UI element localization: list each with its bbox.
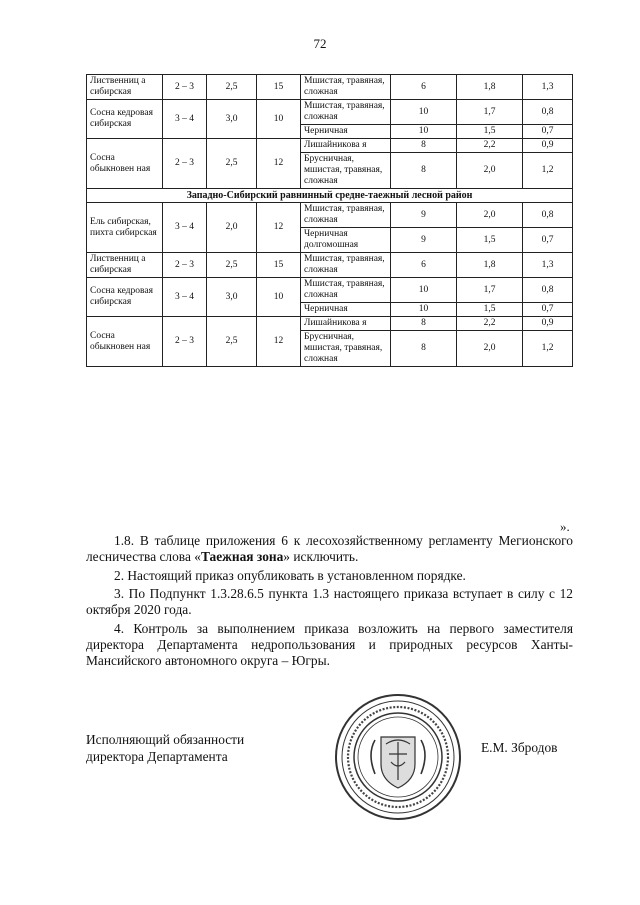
forest-type-cell: Черничная долгомошная bbox=[301, 228, 391, 253]
value-cell: 1,5 bbox=[457, 125, 523, 139]
value-cell: 1,8 bbox=[457, 253, 523, 278]
species-cell: Ель сибирская, пихта сибирская bbox=[87, 203, 163, 253]
value-cell: 1,8 bbox=[457, 75, 523, 100]
signature-title-line-1: Исполняющий обязанности bbox=[86, 732, 245, 747]
paragraph-4: 4. Контроль за выполнением приказа возложить на первого заместителя директора Департамента недропользования и природных ресурсов Ханты-Мансийского автономного округа – Югры. bbox=[86, 621, 573, 668]
table-section-bottom bbox=[87, 203, 573, 367]
value-cell: 2,0 bbox=[457, 153, 523, 189]
value-cell: 0,8 bbox=[523, 278, 573, 303]
age-cell: 2 – 3 bbox=[163, 253, 207, 278]
signature-title-line-2: директора Департамента bbox=[86, 749, 228, 764]
page-number: 72 bbox=[313, 36, 327, 51]
table-row bbox=[87, 317, 573, 331]
value-cell: 10 bbox=[257, 100, 301, 139]
value-cell: 2,0 bbox=[457, 203, 523, 228]
value-cell: 15 bbox=[257, 75, 301, 100]
seal-emblem bbox=[371, 737, 425, 788]
value-cell: 2,0 bbox=[457, 331, 523, 367]
species-cell: Сосна обыкновен ная bbox=[87, 139, 163, 189]
value-cell: 9 bbox=[391, 203, 457, 228]
forest-table bbox=[86, 74, 573, 367]
value-cell: 10 bbox=[391, 125, 457, 139]
value-cell: 3,0 bbox=[207, 100, 257, 139]
value-cell: 6 bbox=[391, 253, 457, 278]
species-cell: Сосна кедровая сибирская bbox=[87, 278, 163, 317]
region-row bbox=[87, 189, 573, 203]
value-cell: 15 bbox=[257, 253, 301, 278]
value-cell: 1,2 bbox=[523, 153, 573, 189]
age-cell: 3 – 4 bbox=[163, 100, 207, 139]
value-cell: 0,9 bbox=[523, 317, 573, 331]
table-row bbox=[87, 203, 573, 228]
value-cell: 8 bbox=[391, 153, 457, 189]
paragraph-1-8 bbox=[86, 533, 573, 565]
forest-type-cell: Лишайникова я bbox=[301, 139, 391, 153]
value-cell: 9 bbox=[391, 228, 457, 253]
age-cell: 2 – 3 bbox=[163, 139, 207, 189]
table-row bbox=[87, 75, 573, 100]
forest-type-cell: Черничная bbox=[301, 303, 391, 317]
forest-type-cell: Мшистая, травяная, сложная bbox=[301, 203, 391, 228]
region-header: Западно-Сибирский равнинный средне-таежный лесной район bbox=[87, 189, 573, 203]
age-cell: 3 – 4 bbox=[163, 203, 207, 253]
closing-quote: ». bbox=[560, 519, 570, 534]
value-cell: 0,7 bbox=[523, 303, 573, 317]
value-cell: 1,3 bbox=[523, 75, 573, 100]
paragraph-2: 2. Настоящий приказ опубликовать в установленном порядке. bbox=[114, 568, 466, 583]
table-row bbox=[87, 100, 573, 125]
forest-type-cell: Лишайникова я bbox=[301, 317, 391, 331]
value-cell: 0,8 bbox=[523, 203, 573, 228]
paragraph-3: 3. По Подпункт 1.3.28.6.5 пункта 1.3 настоящего приказа вступает в силу с 12 октября 2020 года. bbox=[86, 586, 573, 617]
value-cell: 12 bbox=[257, 317, 301, 367]
value-cell: 10 bbox=[391, 303, 457, 317]
value-cell: 2,0 bbox=[207, 203, 257, 253]
forest-type-cell: Мшистая, травяная, сложная bbox=[301, 278, 391, 303]
value-cell: 2,5 bbox=[207, 253, 257, 278]
value-cell: 1,7 bbox=[457, 278, 523, 303]
forest-type-cell: Мшистая, травяная, сложная bbox=[301, 253, 391, 278]
paragraph-1-8-bold: Таежная зона bbox=[200, 549, 284, 564]
value-cell: 2,5 bbox=[207, 75, 257, 100]
value-cell: 12 bbox=[257, 203, 301, 253]
value-cell: 1,3 bbox=[523, 253, 573, 278]
value-cell: 0,7 bbox=[523, 228, 573, 253]
value-cell: 10 bbox=[391, 278, 457, 303]
official-seal bbox=[331, 692, 465, 822]
value-cell: 2,2 bbox=[457, 317, 523, 331]
value-cell: 2,5 bbox=[207, 139, 257, 189]
value-cell: 8 bbox=[391, 139, 457, 153]
value-cell: 1,5 bbox=[457, 228, 523, 253]
table-row bbox=[87, 139, 573, 153]
value-cell: 2,2 bbox=[457, 139, 523, 153]
forest-type-cell: Мшистая, травяная, сложная bbox=[301, 75, 391, 100]
value-cell: 6 bbox=[391, 75, 457, 100]
value-cell: 2,5 bbox=[207, 317, 257, 367]
forest-type-cell: Брусничная, мшистая, травяная, сложная bbox=[301, 331, 391, 367]
value-cell: 0,8 bbox=[523, 100, 573, 125]
paragraph-1-8-start: 1.8. В таблице приложения 6 к лесохозяйственному регламенту Мегионского лесничества слова « bbox=[86, 533, 573, 564]
species-cell: Лиственниц а сибирская bbox=[87, 75, 163, 100]
signatory-name: Е.М. Збродов bbox=[481, 740, 558, 755]
value-cell: 8 bbox=[391, 317, 457, 331]
signature-title bbox=[86, 731, 244, 765]
value-cell: 10 bbox=[391, 100, 457, 125]
table-row bbox=[87, 253, 573, 278]
value-cell: 0,7 bbox=[523, 125, 573, 139]
value-cell: 12 bbox=[257, 139, 301, 189]
paragraph-1-8-end: » исключить. bbox=[283, 549, 359, 564]
age-cell: 2 – 3 bbox=[163, 75, 207, 100]
age-cell: 2 – 3 bbox=[163, 317, 207, 367]
forest-type-cell: Черничная bbox=[301, 125, 391, 139]
forest-type-cell: Брусничная, мшистая, травяная, сложная bbox=[301, 153, 391, 189]
species-cell: Сосна кедровая сибирская bbox=[87, 100, 163, 139]
value-cell: 0,9 bbox=[523, 139, 573, 153]
forest-type-cell: Мшистая, травяная, сложная bbox=[301, 100, 391, 125]
value-cell: 10 bbox=[257, 278, 301, 317]
species-cell: Сосна обыкновен ная bbox=[87, 317, 163, 367]
value-cell: 8 bbox=[391, 331, 457, 367]
table-row bbox=[87, 278, 573, 303]
value-cell: 1,7 bbox=[457, 100, 523, 125]
table-region-section bbox=[87, 189, 573, 203]
species-cell: Лиственниц а сибирская bbox=[87, 253, 163, 278]
value-cell: 1,2 bbox=[523, 331, 573, 367]
value-cell: 3,0 bbox=[207, 278, 257, 317]
table-section-top bbox=[87, 75, 573, 189]
value-cell: 1,5 bbox=[457, 303, 523, 317]
age-cell: 3 – 4 bbox=[163, 278, 207, 317]
